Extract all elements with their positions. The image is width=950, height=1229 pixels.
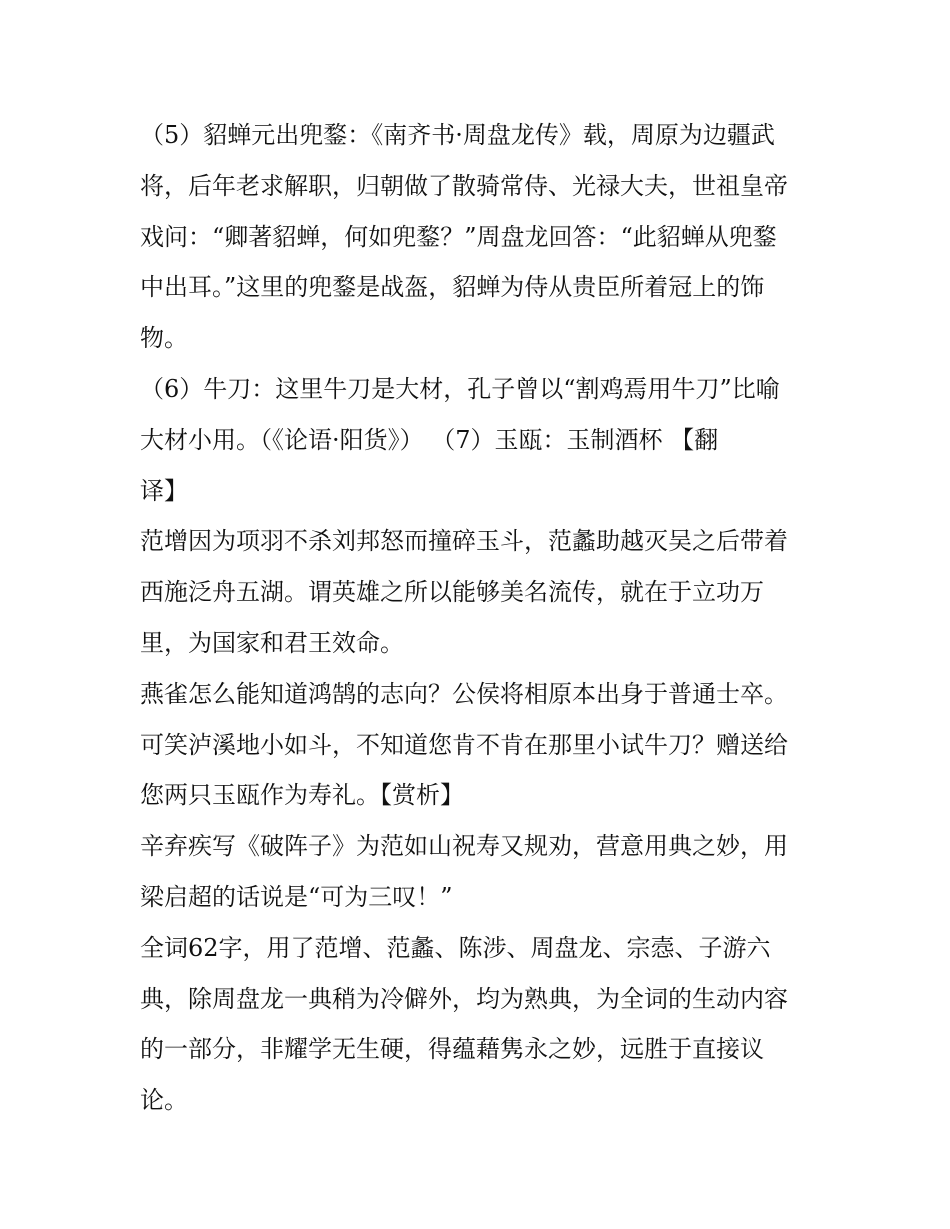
text-line: 里，为国家和君王效命。 xyxy=(140,628,404,657)
text-line: 的一部分，非耀学无生硬，得蕴藉隽永之妙，远胜于直接议 xyxy=(140,1035,764,1064)
text-line: 译】 xyxy=(140,476,188,505)
text-line: 物。 xyxy=(140,324,188,353)
text-line: （5）貂蝉元出兜鍪：《南齐书·周盘龙传》载，周原为边疆武 xyxy=(140,121,775,149)
text-line: 燕雀怎么能知道鸿鹄的志向？公侯将相原本出身于普通士卒。 xyxy=(140,679,788,708)
text-line: 西施泛舟五湖。谓英雄之所以能够美名流传，就在于立功万 xyxy=(140,578,764,607)
document-body xyxy=(140,110,820,1126)
text-line: 梁启超的话说是“可为三叹！” xyxy=(140,882,453,911)
text-line: 辛弃疾写《破阵子》为范如山祝寿又规劝，营意用典之妙，用 xyxy=(140,832,788,861)
text-line: 中出耳。”这里的兜鍪是战盔，貂蝉为侍从贵臣所着冠上的饰 xyxy=(140,273,765,302)
text-line: 您两只玉瓯作为寿礼。【赏析】 xyxy=(140,781,464,810)
text-line: 将，后年老求解职，归朝做了散骑常侍、光禄大夫，世祖皇帝 xyxy=(140,171,788,200)
text-line: 论。 xyxy=(140,1086,188,1115)
text-line: 典，除周盘龙一典稍为冷僻外，均为熟典，为全词的生动内容 xyxy=(140,984,788,1013)
text-line: （6）牛刀：这里牛刀是大材，孔子曾以“割鸡焉用牛刀”比喻 xyxy=(140,374,780,403)
text-line: 全词62字，用了范增、范蠡、陈涉、周盘龙、宗悫、子游六 xyxy=(140,933,771,962)
text-line: 可笑泸溪地小如斗，不知道您肯不肯在那里小试牛刀？赠送给 xyxy=(140,730,788,759)
text-line: 大材小用。（《论语·阳货》） （7）玉瓯：玉制酒杯 【翻 xyxy=(140,425,719,454)
text-line: 戏问：“卿著貂蝉，何如兜鍪？”周盘龙回答：“此貂蝉从兜鍪 xyxy=(140,222,777,251)
text-line: 范增因为项羽不杀刘邦怒而撞碎玉斗，范蠡助越灭吴之后带着 xyxy=(140,527,788,556)
